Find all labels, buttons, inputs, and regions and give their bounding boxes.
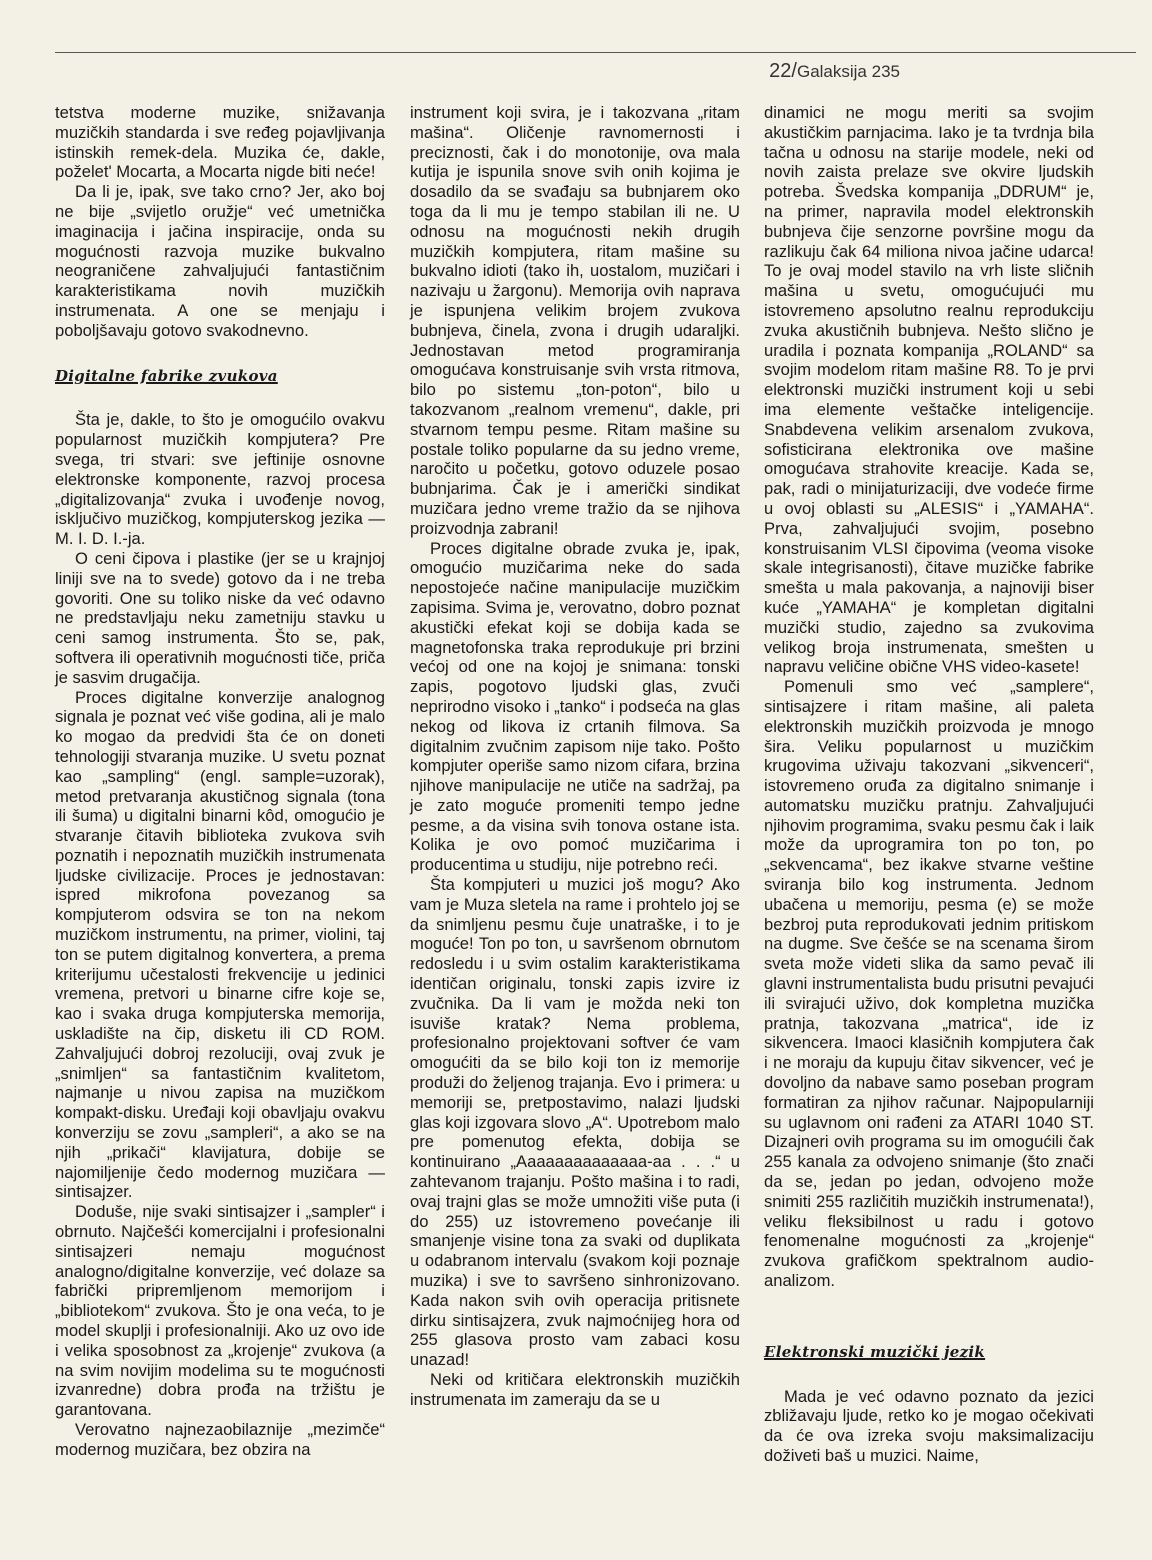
paragraph: Mada je već odavno poznato da jezici zbližavaju ljude, retko ko je mogao očekivati da će ova izreka svoju maksimalizaciju doživeti baš u muzici. Naime, xyxy=(764,1386,1094,1465)
paragraph: Proces digitalne obrade zvuka je, ipak, omogućio muzičarima neke do sada nepostojeće načine manipulacije muzičkim zapisima. Svima je, verovatno, dobro poznat akustički efekat koji se dobija kada se magnetofonska traka reprodukuje pri brzini većoj od one na kojoj je snimana: tonski zapis, pogotovo ljudski glas, zvuči neprirodno visoko i „tanko“ i podseća na glas nekog od likova iz crtanih filmova. Sa digitalnim zvučnim zapisom nije tako. Pošto kompjuter operiše samo nizom cifara, brzina njihove manipulacije ne utiče na sadržaj, pa je zato moguće promeniti tempo jedne pesme, a da visina svih tonova ostane ista. Kolika je ovo pomoć muzičarima i producentima u studiju, nije potrebno reći. xyxy=(410,538,740,875)
header-rule xyxy=(55,52,1136,53)
issue-number: 22/ xyxy=(769,60,797,82)
article-column-2 xyxy=(410,103,740,1410)
magazine-name: Galaksija xyxy=(796,62,867,81)
section-heading: Elektronski muzički jezik xyxy=(764,1342,986,1361)
paragraph: dinamici ne mogu meriti sa svojim akustičkim parnjacima. Iako je ta tvrdnja bila tačna u odnosu na starije modele, neki od novih zaista prelaze sve okvire ljudskih potreba. Švedska kompanija „DDRUM“ je, na primer, napravila model elektronskih bubnjeva čije senzorne površine mogu da razlikuju čak 64 miliona nivoa jačine udarca! To je ovaj model stavilo na vrh liste sličnih mašina u svetu, omogućujući mu istovremeno apsolutno realnu reprodukciju zvuka akustičnih bubnjeva. Nešto slično je uradila i poznata kompanija „ROLAND“ sa svojim modelom ritam mašine R8. To je prvi elektronski muzički instrument koji u sebi ima elemente veštačke inteligencije. Snabdevena velikim arsenalom zvukova, sofisticirana elektronika ove mašine omogućava strahovite kreacije. Kada se, pak, radi o minijaturizaciji, dve vodeće firme u ovoj oblasti su „ALESIS“ i „YAMAHA“. Prva, zahvaljujući svojim, posebno konstruisanim VLSI čipovima (veoma visoke skale integrisanosti), čitave muzičke fabrike smešta u mala pakovanja, a najnoviji biser kuće „YAMAHA“ je kompletan digitalni muzički studio, zajedno sa zvukovima velikog broja instrumenata, smešten u napravu veličine obične VHS video-kasete! xyxy=(764,103,1094,677)
paragraph: tetstva moderne muzike, snižavanja muzičkih standarda i sve ređeg pojavljivanja istinskih remek-dela. Muzika će, dakle, poželet' Mocarta, a Mocarta nigde biti neće! xyxy=(55,103,385,182)
section-heading: Digitalne fabrike zvukova xyxy=(55,366,278,385)
paragraph: Šta kompjuteri u muzici još mogu? Ako vam je Muza sletela na rame i prohtelo joj se da snimljenu pesmu čuje unatraške, i to je moguće! Ton po ton, u savršenom obrnutom redosledu i u svim ostalim karakteristikama identičan originalu, tonski zapis izvire iz zvučnika. Da li vam je možda neki ton isuviše kratak? Nema problema, profesionalno projektovani softver će vam omogućiti da se bilo koji ton iz memorije produži do željenog trajanja. Evo i primera: u memoriji se, pretpostavimo, nalazi ljudski glas koji izgovara slovo „A“. Upotrebom malo pre pomenutog efekta, dobija se kontinuirano „Aaaaaaaaaaaaaa-aa . . .“ u zahtevanom trajanju. Pošto mašina i to radi, ovaj trajni glas se može umnožiti više puta (i do 255) uz istovremeno povećanje ili smanjenje visine tona za svaki od duplikata u odabranom intervalu (svakom koji poznaje muzika) i sve to savršeno sinhronizovano. Kada nakon svih ovih operacija pritisnete dirku sintisajzera, zvuk najmoćnijeg hora od 255 glasova prosto vam zabaci kosu unazad! xyxy=(410,875,740,1370)
page-folio xyxy=(769,60,900,83)
paragraph: Šta je, dakle, to što je omogućilo ovakvu popularnost muzičkih kompjutera? Pre svega, tri stvari: sve jeftinije osnovne elektronske komponente, razvoj procesa „digitalizovanja“ zvuka i uvođenje novog, isključivo muzičkog, kompjuterskog jezika — M. I. D. I.-ja. xyxy=(55,410,385,549)
paragraph: Verovatno najnezaobilaznije „mezimče“ modernog muzičara, bez obzira na xyxy=(55,1420,385,1459)
paragraph: Doduše, nije svaki sintisajzer i „sampler“ i obrnuto. Najčešći komercijalni i profesionalni sintisajzeri nemaju mogućnost analogno/digitalne konverzije, već dolaze sa fabrički pripremljenom memorijom i „bibliotekom“ zvukova. Što je ona veća, to je model skuplji i profesionalniji. Ako uz ovo ide i velika sposobnost za „krojenje“ zvukova (a na svim novijim modelima su te mogućnosti izvanredne) dobra prođa na tržištu je garantovana. xyxy=(55,1202,385,1420)
paragraph: Neki od kritičara elektronskih muzičkih instrumenata im zameraju da se u xyxy=(410,1370,740,1409)
paragraph: Da li je, ipak, sve tako crno? Jer, ako boj ne bije „svijetlo oružje“ već umetnička imaginacija i jačina inspiracije, onda su mogućnosti razvoja muzike bukvalno neograničene zahvaljujući fantastičnim karakteristikama novih muzičkih instrumenata. A one se menjaju i poboljšavaju gotovo svakodnevno. xyxy=(55,182,385,340)
paragraph: Pomenuli smo već „samplere“, sintisajzere i ritam mašine, ali paleta elektronskih muzičkih proizvoda je mnogo šira. Veliku popularnost u muzičkim krugovima uživaju takozvani „sikvenceri“, istovremeno oruđa za digitalno snimanje i automatsku muzičku pratnju. Zahvaljujući njihovim programima, svaku pesmu čak i laik može da uprogramira ton po ton, po „sekvencama“, bez ikakve stvarne veštine sviranja bilo kog instrumenta. Jednom ubačena u memoriju, pesma (e) se može bezbroj puta reprodukovati jednim pritiskom na dugme. Sve češće se na scenama širom sveta može videti slika da samo pevač ili glavni instrumentalista budu prisutni pevajući ili svirajući uživo, dok kompletna muzička pratnja, takozvana „matrica“, ide iz sikvencera. Imaoci klasičnih kompjutera čak i ne moraju da kupuju čitav sikvencer, već je dovoljno da nabave samo poseban program formatiran za njihov računar. Najpopularniji su uglavnom oni rađeni za ATARI 1040 ST. Dizajneri ovih programa su im omogućili čak 255 kanala za odvojeno snimanje (što znači da se, jedan po jedan, odvojeno može snimiti 255 različitih muzičkih instrumenata!), veliku fleksibilnost u radu i gotovo fenomenalne mogućnosti za „krojenje“ zvukova grafičkom spektralnom audio-analizom. xyxy=(764,677,1094,1291)
paragraph: O ceni čipova i plastike (jer se u krajnjoj liniji sve na to svede) gotovo da i ne treba govoriti. One su toliko niske da već odavno ne predstavljaju neku zametniju stavku u ceni samog instrumenta. Što se, pak, softvera ili operativnih mogućnosti tiče, priča je sasvim drugačija. xyxy=(55,548,385,687)
page-number: 235 xyxy=(871,62,900,81)
article-column-3 xyxy=(764,103,1094,1466)
paragraph: instrument koji svira, je i takozvana „ritam mašina“. Oličenje ravnomernosti i preciznosti, čak i do monotonije, ova mala kutija je ispunila snove svih onih kojima je dosadilo da se svađaju sa bubnjarem oko toga da li mu je tempo stabilan ili ne. U odnosu na mogućnosti nekih drugih muzičkih kompjutera, ritam mašine su bukvalno idioti (tako ih, uostalom, muzičari i nazivaju u žargonu). Memorija ovih naprava je ispunjena velikim brojem zvukova bubnjeva, činela, zvona i drugih udaraljki. Jednostavan metod programiranja omogućava konstruisanje svih vrsta ritmova, bilo po sistemu „ton-poton“, bilo u takozvanom „realnom vremenu“, dakle, pri stvarnom tempu pesme. Ritam mašine su postale toliko popularne da su jedno vreme, naročito u početku, gotovo oduzele posao bubnjarima. Čak je i američki sindikat muzičara jedno vreme tražio da se njihova proizvodnja zabrani! xyxy=(410,103,740,538)
article-column-1 xyxy=(55,103,385,1460)
paragraph: Proces digitalne konverzije analognog signala je poznat već više godina, ali je malo ko mogao da predvidi šta će on doneti tehnologiji stvaranja muzike. U svetu poznat kao „sampling“ (engl. sample=uzorak), metod pretvaranja akustičnog signala (tona ili šuma) u digitalni binarni kôd, omogućio je stvaranje čitavih biblioteka zvukova svih poznatih i nepoznatih muzičkih instrumenata ljudske civilizacije. Proces je jednostavan: ispred mikrofona povezanog sa kompjuterom odsvira se ton na nekom muzičkom instrumentu, na primer, violini, taj ton se putem digitalnog konvertera, a prema kriterijumu učestalosti frekvencije u jedinici vremena, pretvori u binarne cifre koje se, kao i svaka druga kompjuterska memorija, uskladište na čip, disketu ili CD ROM. Zahvaljujući dobroj rezoluciji, ovaj zvuk je „snimljen“ sa fantastičnim kvalitetom, najmanje u nivou zapisa na muzičkom kompakt-disku. Uređaji koji obavljaju ovakvu konverziju se zovu „sampleri“, a ako se na njih „prikači“ klavijatura, dobije se najomiljenije čedo modernog muzičara — sintisajzer. xyxy=(55,687,385,1202)
